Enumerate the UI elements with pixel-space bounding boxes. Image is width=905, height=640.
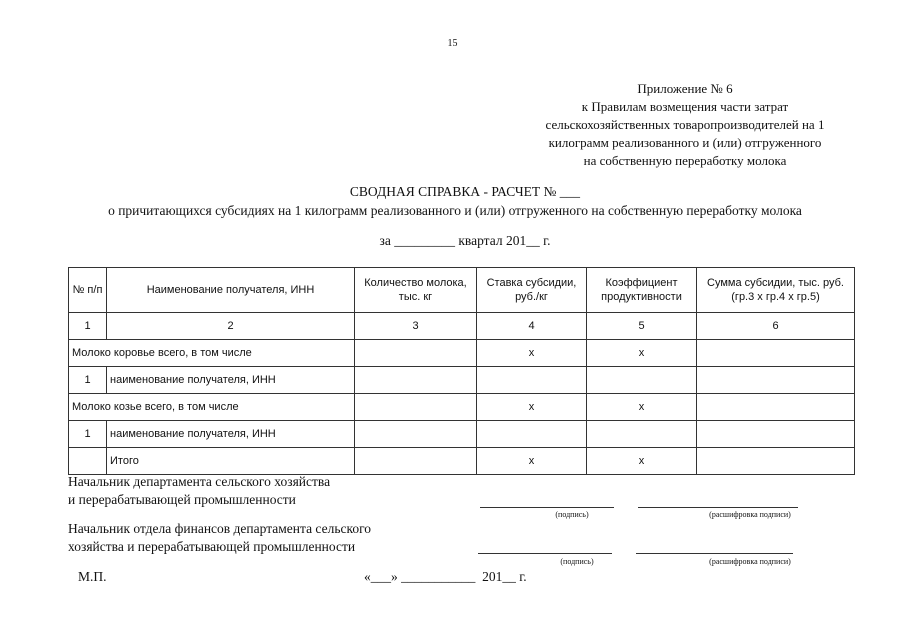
document-title: СВОДНАЯ СПРАВКА - РАСЧЕТ № ___ bbox=[349, 184, 581, 199]
appendix-line: к Правилам возмещения части затрат bbox=[581, 99, 789, 114]
column-number: 4 bbox=[477, 313, 587, 340]
table-row-cow-item bbox=[69, 367, 855, 394]
decoding-caption: (расшифровка подписи) bbox=[709, 557, 791, 566]
sum-cell bbox=[697, 367, 855, 394]
column-number: 5 bbox=[587, 313, 697, 340]
rate-cell: х bbox=[477, 448, 587, 475]
signatory-line: Начальник департамента сельского хозяйства bbox=[68, 474, 331, 489]
coefficient-cell: х bbox=[587, 448, 697, 475]
coefficient-cell: х bbox=[587, 394, 697, 421]
stamp-placeholder: М.П. bbox=[78, 569, 107, 584]
appendix-line: Приложение № 6 bbox=[637, 81, 733, 96]
coefficient-cell bbox=[587, 421, 697, 448]
rate-cell: х bbox=[477, 394, 587, 421]
row-number: 1 bbox=[69, 367, 107, 394]
sum-cell bbox=[697, 394, 855, 421]
header-rate: Ставка субсидии, руб./кг bbox=[477, 268, 587, 313]
coefficient-cell bbox=[587, 367, 697, 394]
coefficient-cell: х bbox=[587, 340, 697, 367]
sum-cell bbox=[697, 421, 855, 448]
column-number-row bbox=[69, 313, 855, 340]
recipient-cell: наименование получателя, ИНН bbox=[107, 367, 355, 394]
subsidy-table bbox=[68, 267, 855, 475]
table-header-row bbox=[69, 268, 855, 313]
appendix-header bbox=[500, 80, 870, 170]
signatory-line: и перерабатывающей промышленности bbox=[68, 492, 296, 507]
decoding-line bbox=[636, 553, 793, 554]
column-number: 2 bbox=[107, 313, 355, 340]
signatory-line: хозяйства и перерабатывающей промышленности bbox=[68, 539, 356, 554]
table-row-total bbox=[69, 448, 855, 475]
appendix-line: на собственную переработку молока bbox=[583, 153, 787, 168]
quantity-cell bbox=[355, 394, 477, 421]
quantity-cell bbox=[355, 367, 477, 394]
quantity-cell bbox=[355, 421, 477, 448]
date-line: «___» ___________ 201__ г. bbox=[364, 569, 527, 584]
quantity-cell bbox=[355, 340, 477, 367]
sum-cell bbox=[697, 340, 855, 367]
column-number: 3 bbox=[355, 313, 477, 340]
page-number: 15 bbox=[447, 38, 458, 49]
table-row-goat-total bbox=[69, 394, 855, 421]
signature-line bbox=[478, 553, 612, 554]
rate-cell: х bbox=[477, 340, 587, 367]
rate-cell bbox=[477, 421, 587, 448]
header-recipient: Наименование получателя, ИНН bbox=[107, 268, 355, 313]
signature-line bbox=[480, 507, 614, 508]
quantity-cell bbox=[355, 448, 477, 475]
header-coefficient: Коэффициент продуктивности bbox=[587, 268, 697, 313]
signatory-line: Начальник отдела финансов департамента сельского bbox=[68, 521, 372, 536]
appendix-line: сельскохозяйственных товаропроизводителей на 1 bbox=[545, 117, 825, 132]
signature-caption: (подпись) bbox=[560, 557, 594, 566]
signatory-head-finance bbox=[68, 520, 371, 556]
period-line: за _________ квартал 201__ г. bbox=[379, 233, 551, 248]
sum-cell bbox=[697, 448, 855, 475]
appendix-line: килограмм реализованного и (или) отгруженного bbox=[548, 135, 822, 150]
signature-caption: (подпись) bbox=[555, 510, 589, 519]
header-sum: Сумма субсидии, тыс. руб. (гр.3 x гр.4 x гр.5) bbox=[697, 268, 855, 313]
row-label: Молоко коровье всего, в том числе bbox=[69, 340, 355, 367]
row-label: Молоко козье всего, в том числе bbox=[69, 394, 355, 421]
rate-cell bbox=[477, 367, 587, 394]
table-row-goat-item bbox=[69, 421, 855, 448]
header-number: № п/п bbox=[69, 268, 107, 313]
signatory-head-dept bbox=[68, 473, 330, 509]
recipient-cell: наименование получателя, ИНН bbox=[107, 421, 355, 448]
document-subtitle: о причитающихся субсидиях на 1 килограмм реализованного и (или) отгруженного на собственную переработку молока bbox=[108, 203, 802, 218]
decoding-line bbox=[638, 507, 798, 508]
column-number: 6 bbox=[697, 313, 855, 340]
row-label: Итого bbox=[107, 448, 355, 475]
decoding-caption: (расшифровка подписи) bbox=[709, 510, 791, 519]
table-row-cow-total bbox=[69, 340, 855, 367]
row-number bbox=[69, 448, 107, 475]
header-quantity: Количество молока, тыс. кг bbox=[355, 268, 477, 313]
column-number: 1 bbox=[69, 313, 107, 340]
row-number: 1 bbox=[69, 421, 107, 448]
